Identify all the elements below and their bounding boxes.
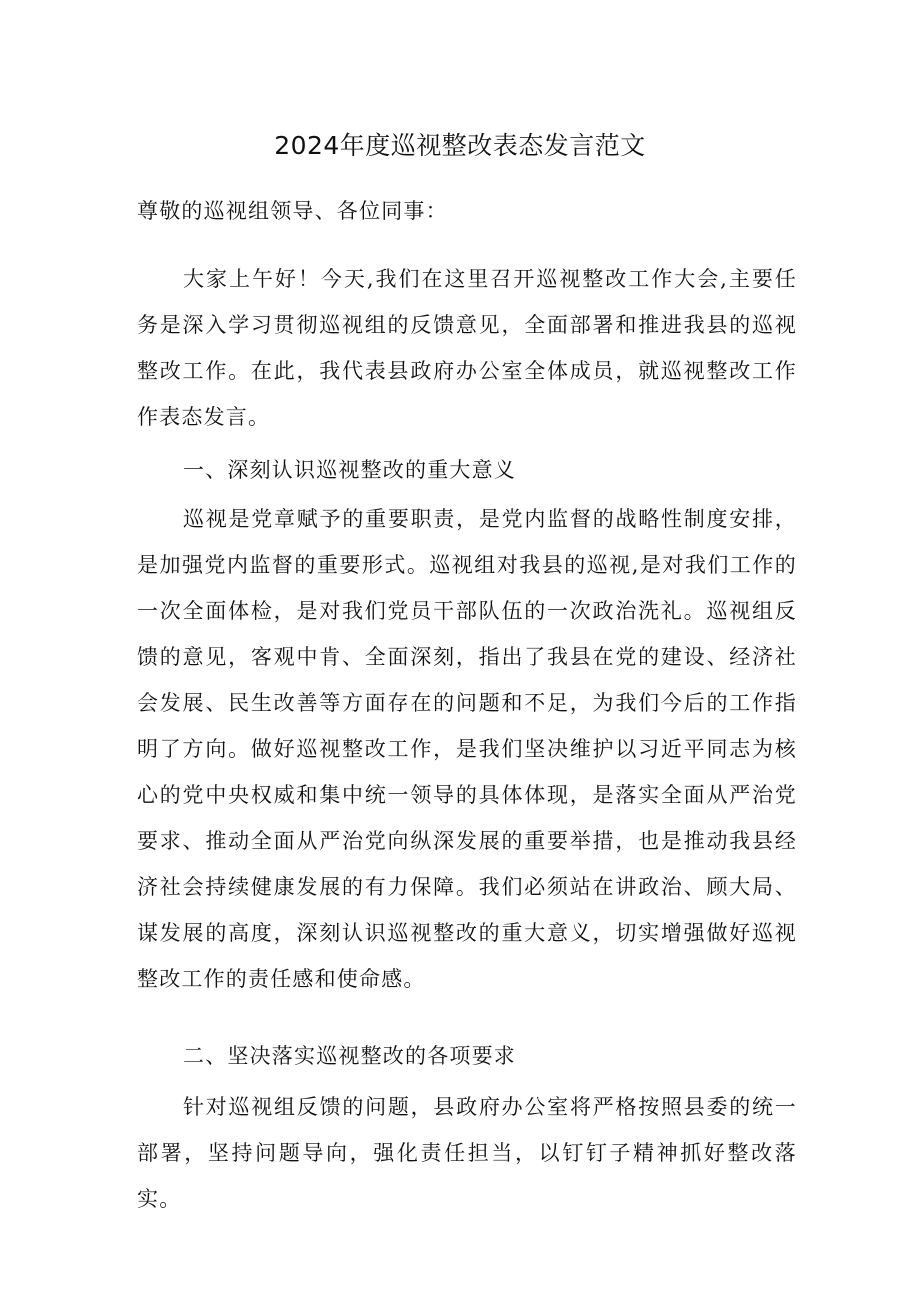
paragraph-section-1: 巡视是党章赋予的重要职责，是党内监督的战略性制度安排，是加强党内监督的重要形式。巡视组对我县的巡视,是对我们工作的一次全面体检，是对我们党员干部队伍的一次政治洗礼。巡视组反馈的意见，客观中肯、全面深刻，指出了我县在党的建设、经济社会发展、民生改善等方面存在的问题和不足，为我们今后的工作指明了方向。做好巡视整改工作，是我们坚决维护以习近平同志为核心的党中央权威和集中统一领导的具体体现，是落实全面从严治党要求、推动全面从严治党向纵深发展的重要举措，也是推动我县经济社会持续健康发展的有力保障。我们必须站在讲政治、顾大局、谋发展的高度，深刻认识巡视整改的重大意义，切实增强做好巡视整改工作的责任感和使命感。 [137,507,797,991]
section-heading-1: 一、深刻认识巡视整改的重大意义 [183,458,516,482]
document-title: 2024年度巡视整改表态发言范文 [274,131,646,160]
paragraph-section-2: 针对巡视组反馈的问题，县政府办公室将严格按照县委的统一部署，坚持问题导向，强化责任担当，以钉钉子精神抓好整改落实。 [137,1095,797,1211]
salutation: 尊敬的巡视组领导、各位同事： [137,199,448,223]
paragraph-opening: 大家上午好！今天,我们在这里召开巡视整改工作大会,主要任务是深入学习贯彻巡视组的反馈意见，全面部署和推进我县的巡视整改工作。在此，我代表县政府办公室全体成员，就巡视整改工作作表态发言。 [137,267,797,429]
section-heading-2: 二、坚决落实巡视整改的各项要求 [183,1044,516,1068]
